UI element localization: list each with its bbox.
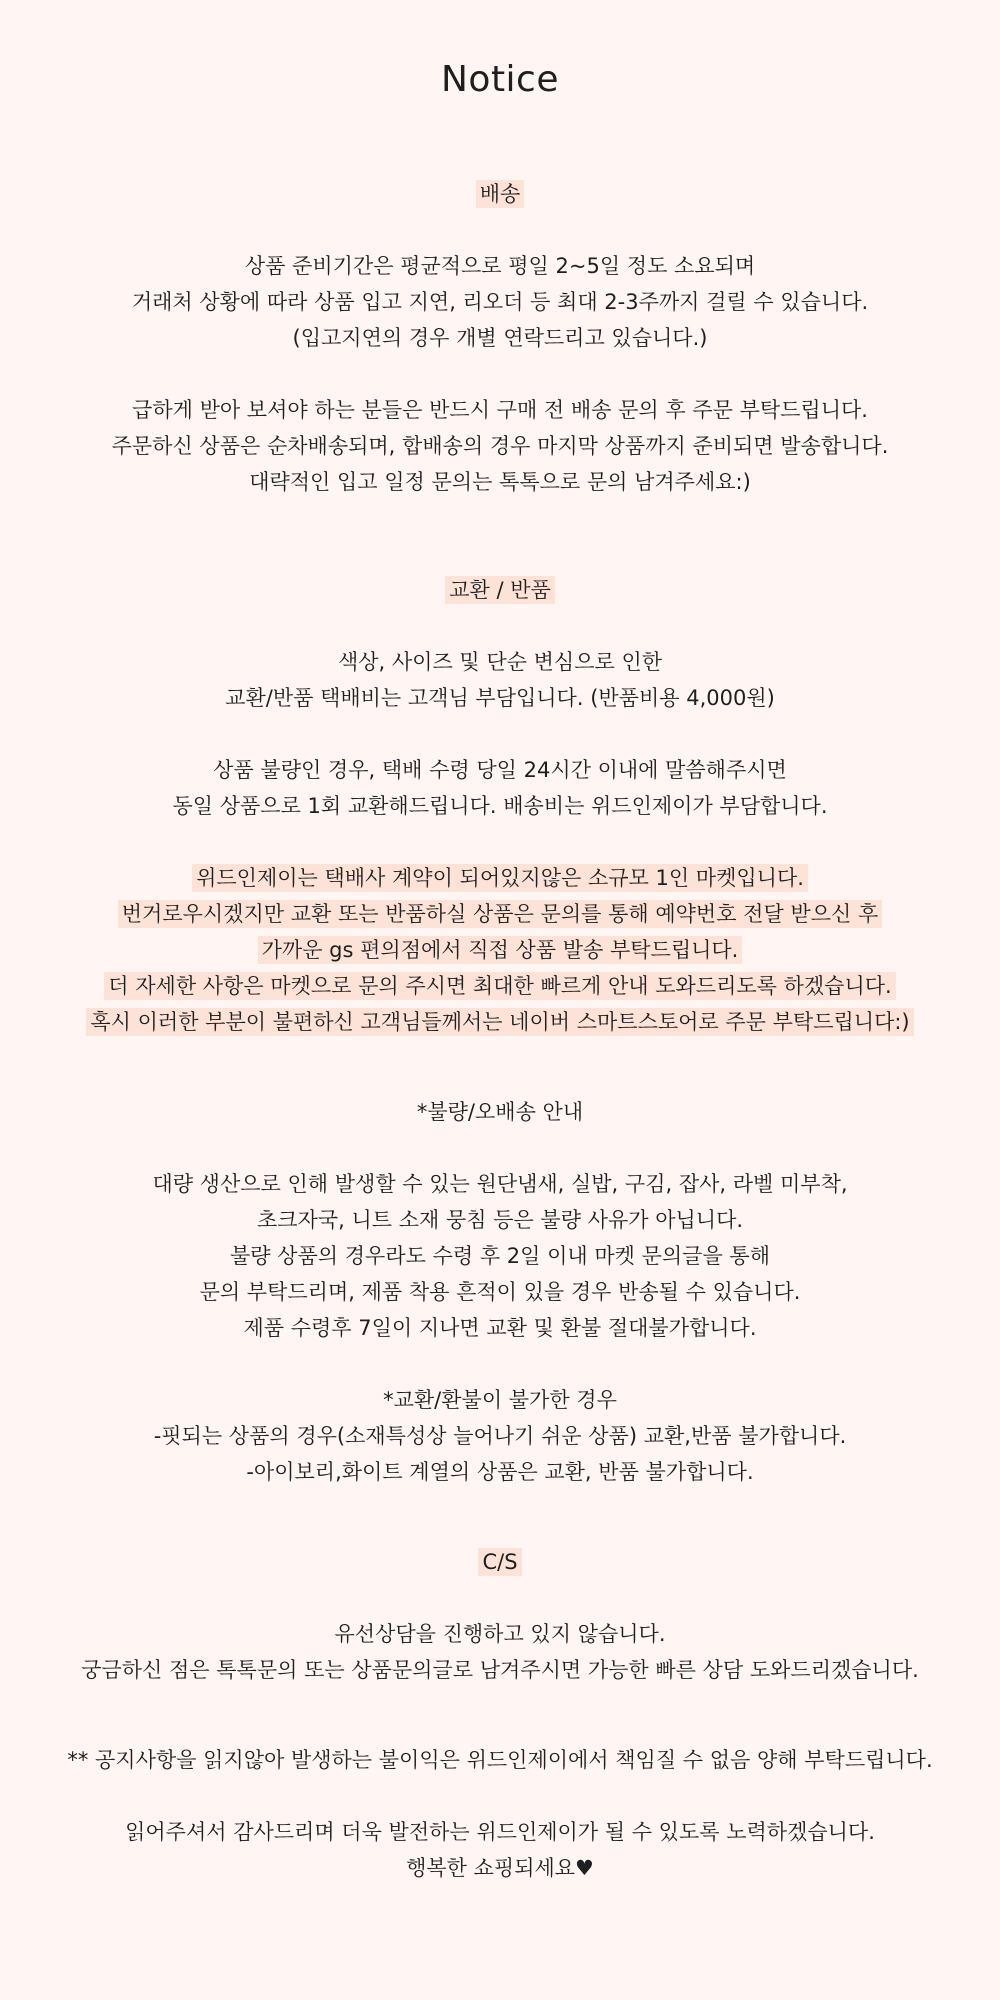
exchange-highlight-line: 번거로우시겠지만 교환 또는 반품하실 상품은 문의를 통해 예약번호 전달 받으신 후: [118, 900, 882, 928]
exchange-heading: 교환 / 반품: [445, 576, 555, 604]
page-title: Notice: [440, 59, 559, 100]
shipping-line: 대략적인 입고 일정 문의는 톡톡으로 문의 남겨주세요:): [249, 470, 751, 494]
footer-thanks: 읽어주셔서 감사드리며 더욱 발전하는 위드인제이가 될 수 있도록 노력하겠습니다.: [125, 1820, 875, 1844]
defect-line: 초크자국, 니트 소재 뭉침 등은 불량 사유가 아닙니다.: [256, 1208, 744, 1232]
footer-warning: ** 공지사항을 읽지않아 발생하는 불이익은 위드인제이에서 책임질 수 없음 양해 부탁드립니다.: [67, 1748, 933, 1772]
no-refund-heading: *교환/환불이 불가한 경우: [383, 1388, 617, 1412]
footer-closing: 행복한 쇼핑되세요♥: [406, 1856, 594, 1880]
defect-line: 문의 부탁드리며, 제품 착용 흔적이 있을 경우 반송될 수 있습니다.: [199, 1280, 801, 1304]
exchange-line: 교환/반품 택배비는 고객님 부담입니다. (반품비용 4,000원): [225, 686, 775, 710]
shipping-line: 급하게 받아 보셔야 하는 분들은 반드시 구매 전 배송 문의 후 주문 부탁드립니다.: [132, 398, 868, 422]
exchange-highlight-line: 가까운 gs 편의점에서 직접 상품 발송 부탁드립니다.: [258, 936, 743, 964]
defect-section: [0, 1094, 1000, 1490]
exchange-section: [0, 572, 1000, 1040]
shipping-line: (입고지연의 경우 개별 연락드리고 있습니다.): [292, 326, 708, 350]
exchange-line: 색상, 사이즈 및 단순 변심으로 인한: [337, 650, 663, 674]
defect-line: 대량 생산으로 인해 발생할 수 있는 원단냄새, 실밥, 구김, 잡사, 라벨 미부착,: [152, 1172, 848, 1196]
exchange-line: 동일 상품으로 1회 교환해드립니다. 배송비는 위드인제이가 부담합니다.: [172, 794, 828, 818]
cs-section: [0, 1544, 1000, 1688]
defect-heading: *불량/오배송 안내: [416, 1100, 584, 1124]
cs-heading: C/S: [478, 1548, 521, 1576]
cs-line: 궁금하신 점은 톡톡문의 또는 상품문의글로 남겨주시면 가능한 빠른 상담 도와드리겠습니다.: [81, 1658, 919, 1682]
no-refund-line: -핏되는 상품의 경우(소재특성상 늘어나기 쉬운 상품) 교환,반품 불가합니다.: [153, 1424, 847, 1448]
cs-line: 유선상담을 진행하고 있지 않습니다.: [334, 1622, 666, 1646]
exchange-line: 상품 불량인 경우, 택배 수령 당일 24시간 이내에 말씀해주시면: [213, 758, 787, 782]
exchange-highlight-line: 혹시 이러한 부분이 불편하신 고객님들께서는 네이버 스마트스토어로 주문 부탁드립니다:): [86, 1008, 913, 1036]
shipping-line: 상품 준비기간은 평균적으로 평일 2~5일 정도 소요되며: [244, 254, 756, 278]
defect-line: 제품 수령후 7일이 지나면 교환 및 환불 절대불가합니다.: [243, 1316, 757, 1340]
exchange-highlight-line: 위드인제이는 택배사 계약이 되어있지않은 소규모 1인 마켓입니다.: [192, 864, 808, 892]
shipping-line: 주문하신 상품은 순차배송되며, 합배송의 경우 마지막 상품까지 준비되면 발송합니다.: [111, 434, 889, 458]
exchange-highlight-line: 더 자세한 사항은 마켓으로 문의 주시면 최대한 빠르게 안내 도와드리도록 하겠습니다.: [104, 972, 895, 1000]
footer-section: [0, 1742, 1000, 1886]
shipping-line: 거래처 상황에 따라 상품 입고 지연, 리오더 등 최대 2-3주까지 걸릴 수 있습니다.: [131, 290, 869, 314]
shipping-section: [0, 176, 1000, 500]
no-refund-line: -아이보리,화이트 계열의 상품은 교환, 반품 불가합니다.: [246, 1460, 754, 1484]
defect-line: 불량 상품의 경우라도 수령 후 2일 이내 마켓 문의글을 통해: [229, 1244, 770, 1268]
shipping-heading: 배송: [476, 180, 525, 208]
